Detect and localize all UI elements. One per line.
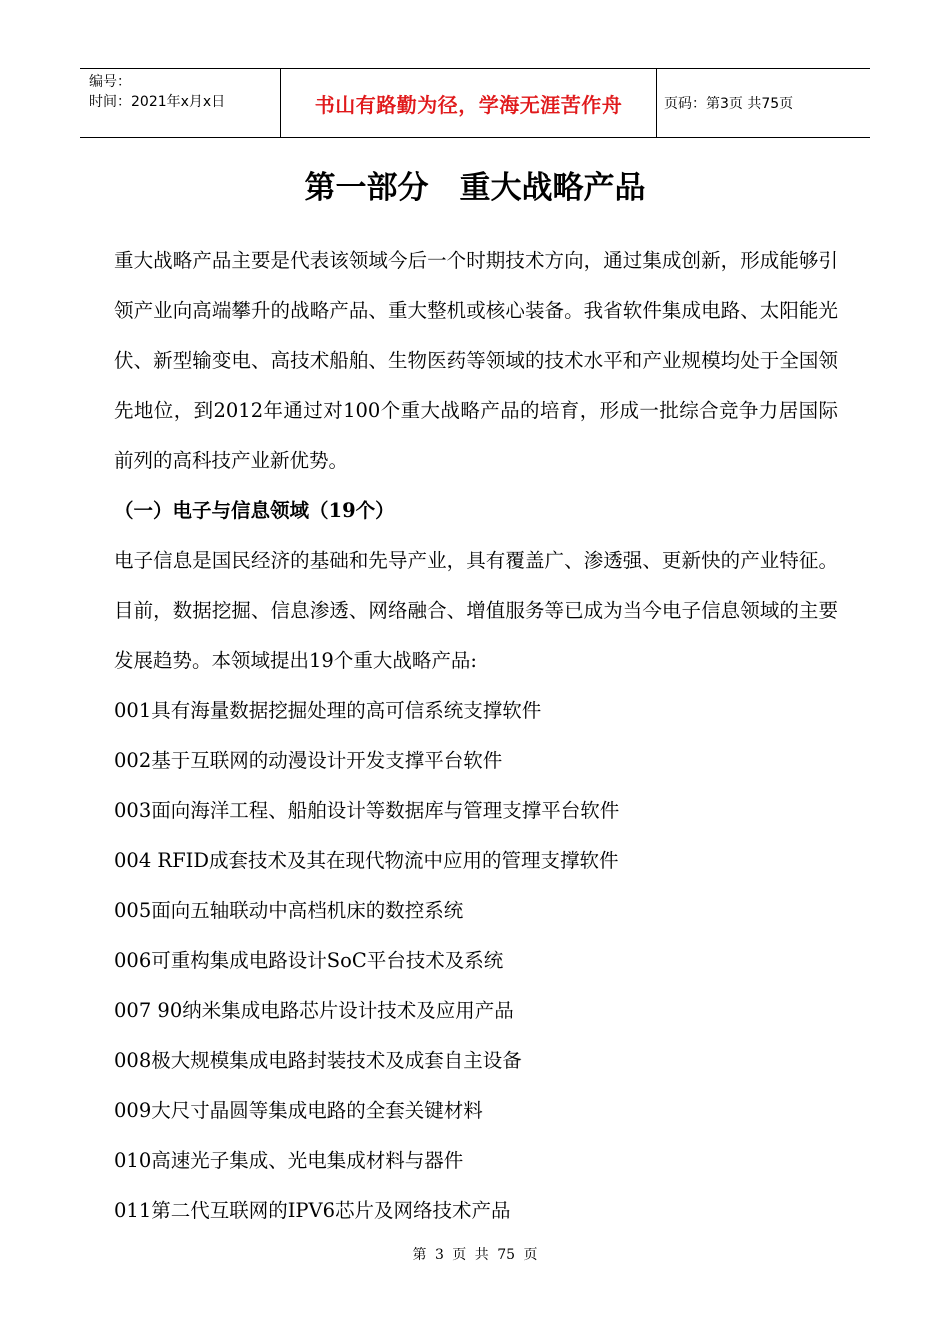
header-meta [80, 69, 281, 137]
page-footer: 第 3 页 共 75 页 [412, 1247, 538, 1263]
list-item: 011第二代互联网的IPV6芯片及网络技术产品 [114, 1199, 511, 1222]
list-item: 002基于互联网的动漫设计开发支撑平台软件 [114, 749, 503, 772]
product-list [114, 686, 838, 1236]
number-label: 编号： [89, 74, 131, 90]
list-item: 009大尺寸晶圆等集成电路的全套关键材料 [114, 1099, 483, 1122]
list-item: 005面向五轴联动中高档机床的数控系统 [114, 899, 464, 922]
list-item: 001具有海量数据挖掘处理的高可信系统支撑软件 [114, 699, 542, 722]
list-item: 007 90纳米集成电路芯片设计技术及应用产品 [114, 999, 514, 1022]
time-label: 时间：2021年x月x日 [89, 94, 226, 110]
header-page-info-cell [657, 69, 870, 137]
page-title: 第一部分 重大战略产品 [304, 170, 646, 206]
section-paragraph: 电子信息是国民经济的基础和先导产业，具有覆盖广、渗透强、更新快的产业特征。目前，数据挖掘、信息渗透、网络融合、增值服务等已成为当今电子信息领域的主要发展趋势。本领域提出19个重大战略产品: [114, 549, 838, 672]
header-motto: 书山有路勤为径，学海无涯苦作舟 [314, 92, 623, 117]
header-page-info: 页码：第3页 共75页 [664, 96, 794, 112]
list-item: 010高速光子集成、光电集成材料与器件 [114, 1149, 464, 1172]
document-body [114, 236, 838, 1236]
page-header [80, 68, 870, 138]
intro-paragraph: 重大战略产品主要是代表该领域今后一个时期技术方向，通过集成创新，形成能够引领产业向高端攀升的战略产品、重大整机或核心装备。我省软件集成电路、太阳能光伏、新型输变电、高技术船舶、生物医药等领域的技术水平和产业规模均处于全国领先地位，到2012年通过对100个重大战略产品的培育，形成一批综合竞争力居国际前列的高科技产业新优势。 [114, 249, 838, 472]
list-item: 003面向海洋工程、船舶设计等数据库与管理支撑平台软件 [114, 799, 620, 822]
header-motto-cell [281, 69, 657, 137]
list-item: 006可重构集成电路设计SoC平台技术及系统 [114, 949, 504, 972]
list-item: 008极大规模集成电路封装技术及成套自主设备 [114, 1049, 522, 1072]
list-item: 004 RFID成套技术及其在现代物流中应用的管理支撑软件 [114, 849, 619, 872]
section-heading: （一）电子与信息领域（19个） [114, 499, 395, 522]
